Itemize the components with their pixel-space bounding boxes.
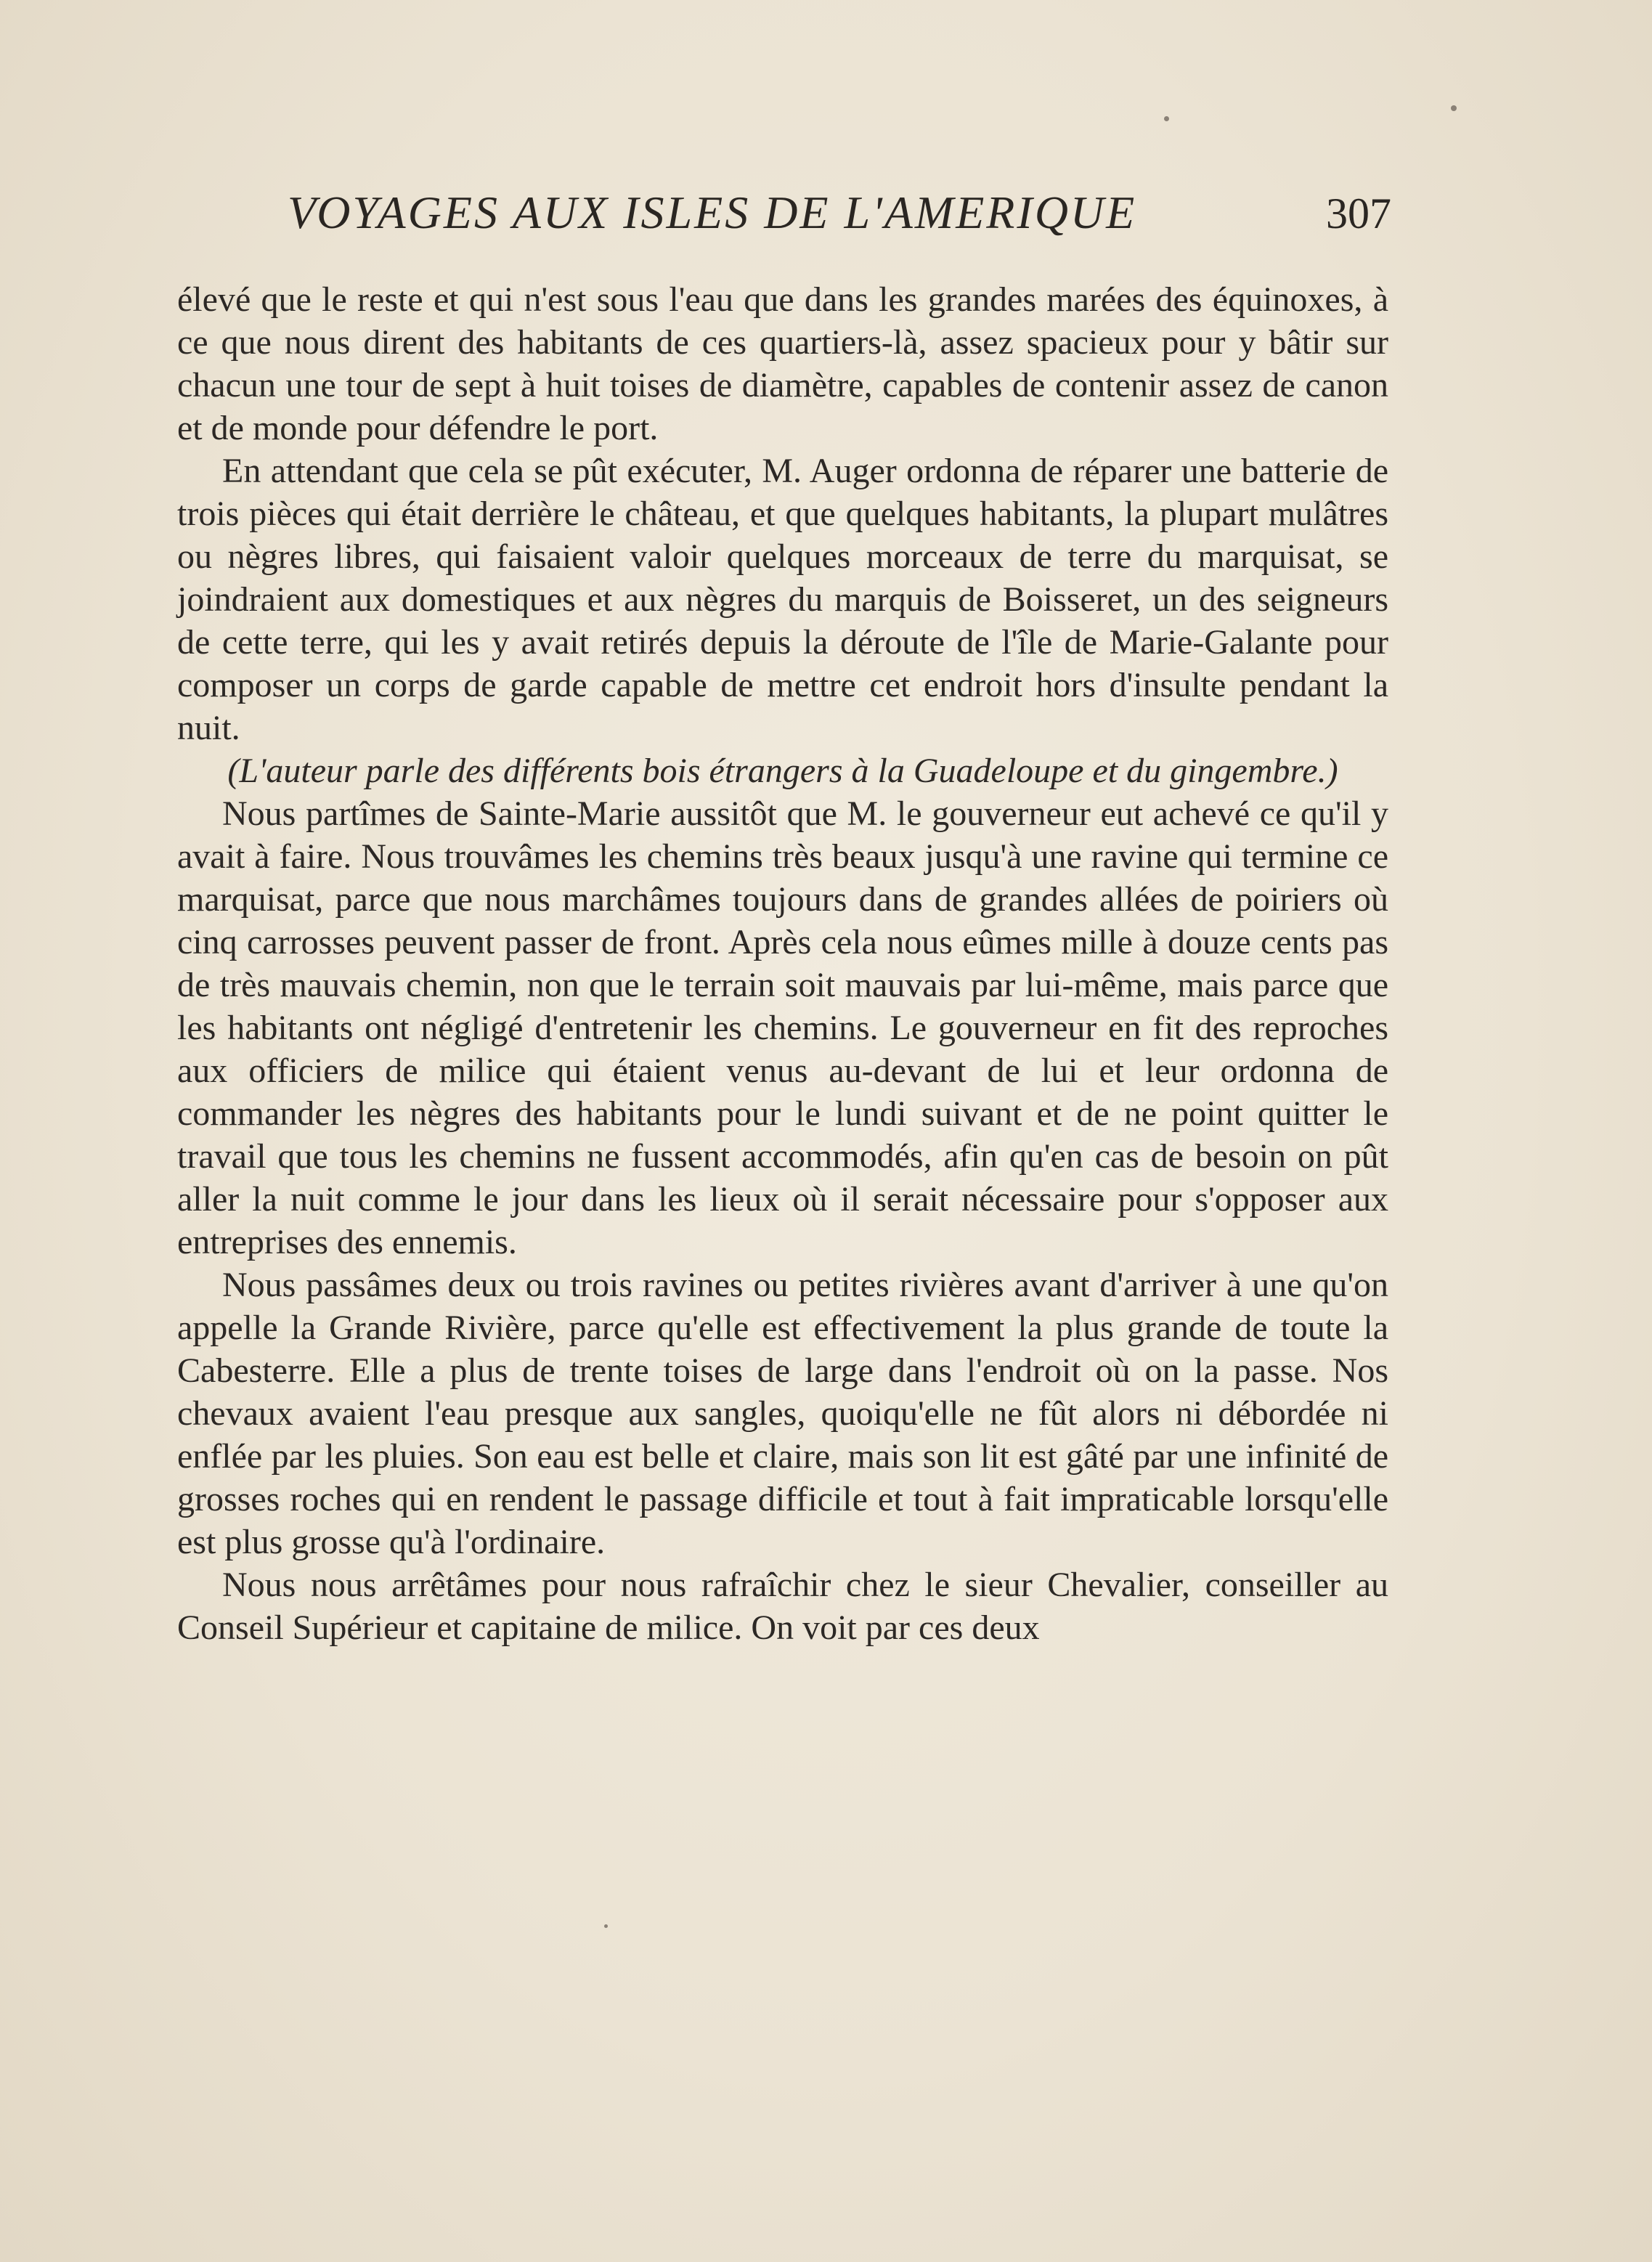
paragraph-3: Nous partîmes de Sainte-Marie aussitôt que M. le gouverneur eut achevé ce qu'il y avait à faire. Nous trouvâmes les chemins très beaux jusqu'à une ravine qui termine ce marquisat, parce que nous marchâmes toujours dans de grandes allées de poiriers où cinq carrosses peuvent passer de front. Après cela nous eûmes mille à douze cents pas de très mauvais chemin, non que le terrain soit mauvais par lui-même, mais parce que les habitants ont négligé d'entretenir les chemins. Le gouverneur en fit des reproches aux officiers de milice qui étaient venus au-devant de lui et leur ordonna de commander les nègres des habitants pour le lundi suivant et de ne point quitter le travail que tous les chemins ne fussent accommodés, afin qu'en cas de besoin on pût aller la nuit comme le jour dans les lieux où il serait nécessaire pour s'opposer aux entreprises des ennemis. bbox=[177, 794, 1388, 1261]
paper-speck bbox=[604, 1924, 608, 1928]
paragraph-2: En attendant que cela se pût exécuter, M. Auger ordonna de réparer une batterie de trois pièces qui était derrière le château, et que quelques habitants, la plupart mulâtres ou nègres libres, qui faisaient valoir quelques morceaux de terre du marquisat, se joindraient aux domestiques et aux nègres du marquis de Boisseret, un des seigneurs de cette terre, qui les y avait retirés depuis la déroute de l'île de Marie-Galante pour composer un corps de garde capable de mettre cet endroit hors d'insulte pendant la nuit. bbox=[177, 452, 1388, 747]
paragraph-4: Nous passâmes deux ou trois ravines ou petites rivières avant d'arriver à une qu'on appelle la Grande Rivière, parce qu'elle est effectivement la plus grande de toute la Cabesterre. Elle a plus de trente toises de large dans l'endroit où on la passe. Nos chevaux avaient l'eau presque aux sangles, quoiqu'elle ne fût alors ni débordée ni enflée par les pluies. Son eau est belle et claire, mais son lit est gâté par une infinité de grosses roches qui en rendent le passage difficile et tout à fait impraticable lorsqu'elle est plus grosse qu'à l'ordinaire. bbox=[177, 1266, 1388, 1561]
paper-speck bbox=[1164, 116, 1169, 121]
running-head bbox=[288, 171, 1391, 251]
paragraph-5: Nous nous arrêtâmes pour nous rafraîchir chez le sieur Chevalier, conseiller au Conseil Supérieur et capitaine de milice. On voit par ces deux bbox=[177, 1566, 1388, 1647]
paper-speck bbox=[1451, 105, 1457, 111]
page-number: 307 bbox=[1326, 190, 1391, 237]
editor-note: (L'auteur parle des différents bois étrangers à la Guadeloupe et du gingembre.) bbox=[227, 752, 1338, 790]
body-text bbox=[177, 278, 1388, 1649]
paragraph-1: élevé que le reste et qui n'est sous l'eau que dans les grandes marées des équinoxes, à ce que nous dirent des habitants de ces quartiers-là, assez spacieux pour y bâtir sur chacun une tour de sept à huit toises de diamètre, capables de contenir assez de canon et de monde pour défendre le port. bbox=[177, 280, 1388, 447]
running-head-title: VOYAGES AUX ISLES DE L'AMERIQUE bbox=[288, 187, 1137, 238]
